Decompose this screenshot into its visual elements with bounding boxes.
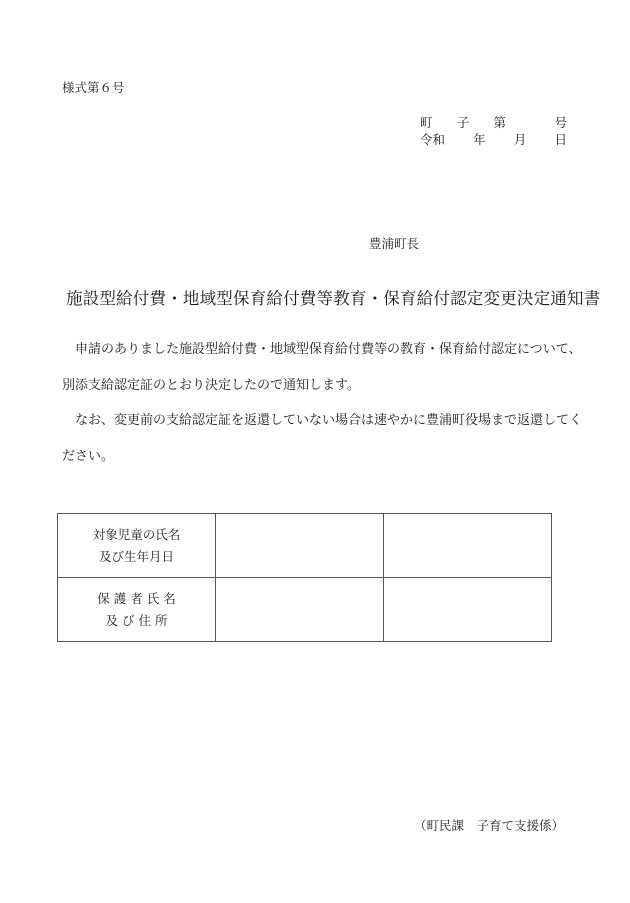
- guardian-label-line2: 及 び 住 所: [105, 612, 168, 628]
- date-year: 年: [473, 132, 486, 147]
- table-row-child: [58, 514, 552, 578]
- doc-no-ko: 子: [456, 115, 470, 130]
- document-title: 施設型給付費・地域型保育給付費等教育・保育給付認定変更決定通知書: [66, 289, 601, 308]
- body-paragraph-1: [62, 332, 582, 403]
- table-row-guardian: [58, 578, 552, 642]
- sender-mayor: 豊浦町長: [369, 236, 420, 251]
- date-month: 月: [513, 132, 527, 147]
- doc-no-dai: 第: [493, 115, 507, 130]
- guardian-label-cell: [58, 578, 216, 642]
- guardian-label-line1: 保 護 者 氏 名: [97, 590, 176, 606]
- date-day: 日: [554, 132, 567, 147]
- guardian-value-cell-1: [216, 578, 384, 642]
- department-contact: （町民課 子育て支援係）: [414, 818, 565, 833]
- child-label-line1: 対象児童の氏名: [92, 526, 181, 542]
- guardian-value-cell-2: [384, 578, 552, 642]
- doc-no-go: 号: [554, 115, 567, 130]
- date-line: [420, 130, 567, 148]
- child-value-cell-1: [216, 514, 384, 578]
- child-label-line2: 及び生年月日: [98, 548, 174, 564]
- recipient-info-table: [57, 513, 552, 642]
- body-paragraph-1-text: 申請のありました施設型給付費・地域型保育給付費等の教育・保育給付認定について、別添支給認定証のとおり決定したので通知します。: [62, 342, 582, 393]
- body-paragraph-2-text: なお、変更前の支給認定証を返還していない場合は速やかに豊浦町役場まで返還してください。: [62, 413, 583, 464]
- child-value-cell-2: [384, 514, 552, 578]
- document-number-line: [420, 113, 567, 131]
- body-paragraph-2: [62, 403, 582, 474]
- doc-no-town: 町: [420, 115, 433, 130]
- date-era: 令和: [420, 132, 446, 147]
- child-label-cell: [58, 514, 216, 578]
- form-number: 様式第６号: [62, 80, 125, 95]
